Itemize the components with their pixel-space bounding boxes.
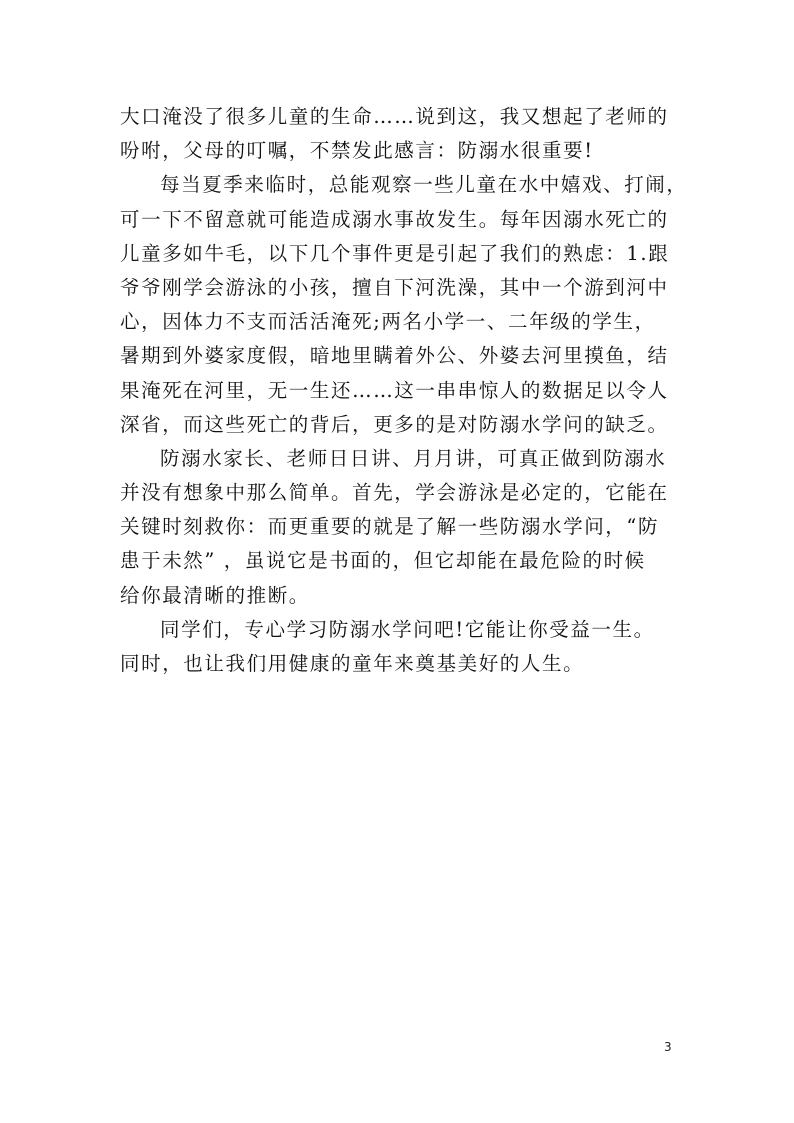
text-line: 深省，而这些死亡的背后，更多的是对防溺水学问的缺乏。 [120, 412, 669, 436]
body-text [120, 100, 690, 681]
text-line: 关键时刻救你：而更重要的就是了解一些防溺水学问，“防 [120, 515, 660, 539]
text-line: 并没有想象中那么简单。首先，学会游泳是必定的，它能在 [120, 481, 669, 505]
text-line: 暑期到外婆家度假，暗地里瞒着外公、外婆去河里摸鱼，结 [120, 344, 669, 368]
text-line: 吩咐，父母的叮嘱，不禁发此感言：防溺水很重要! [120, 139, 594, 163]
text-line: 给你最清晰的推断。 [120, 583, 310, 607]
page-number: 3 [664, 1040, 672, 1054]
text-line: 爷爷刚学会游泳的小孩，擅自下河洗澡，其中一个游到河中 [120, 275, 669, 299]
text-line: 大口淹没了很多儿童的生命……说到这，我又想起了老师的 [120, 105, 669, 128]
text-line: 可一下不留意就可能造成溺水事故发生。每年因溺水死亡的 [120, 207, 669, 231]
text-line: 同时，也让我们用健康的童年来奠基美好的人生。 [120, 652, 585, 675]
paragraph-first-line: 防溺水家长、老师日日讲、月月讲，可真正做到防溺水 [160, 446, 667, 470]
paragraph-first-line: 同学们，专心学习防溺水学问吧!它能让你受益一生。 [160, 617, 655, 641]
text-line: 儿童多如牛毛，以下几个事件更是引起了我们的熟虑：1.跟 [120, 241, 670, 265]
text-line: 果淹死在河里，无一生还……这一串串惊人的数据足以令人 [120, 378, 669, 402]
text-line: 心，因体力不支而活活淹死;两名小学一、二年级的学生， [120, 310, 656, 334]
text-line: 患于未然” ，虽说它是书面的，但它却能在最危险的时候 [120, 549, 646, 573]
paragraph-first-line: 每当夏季来临时，总能观察一些儿童在水中嬉戏、打闹， [160, 173, 688, 197]
